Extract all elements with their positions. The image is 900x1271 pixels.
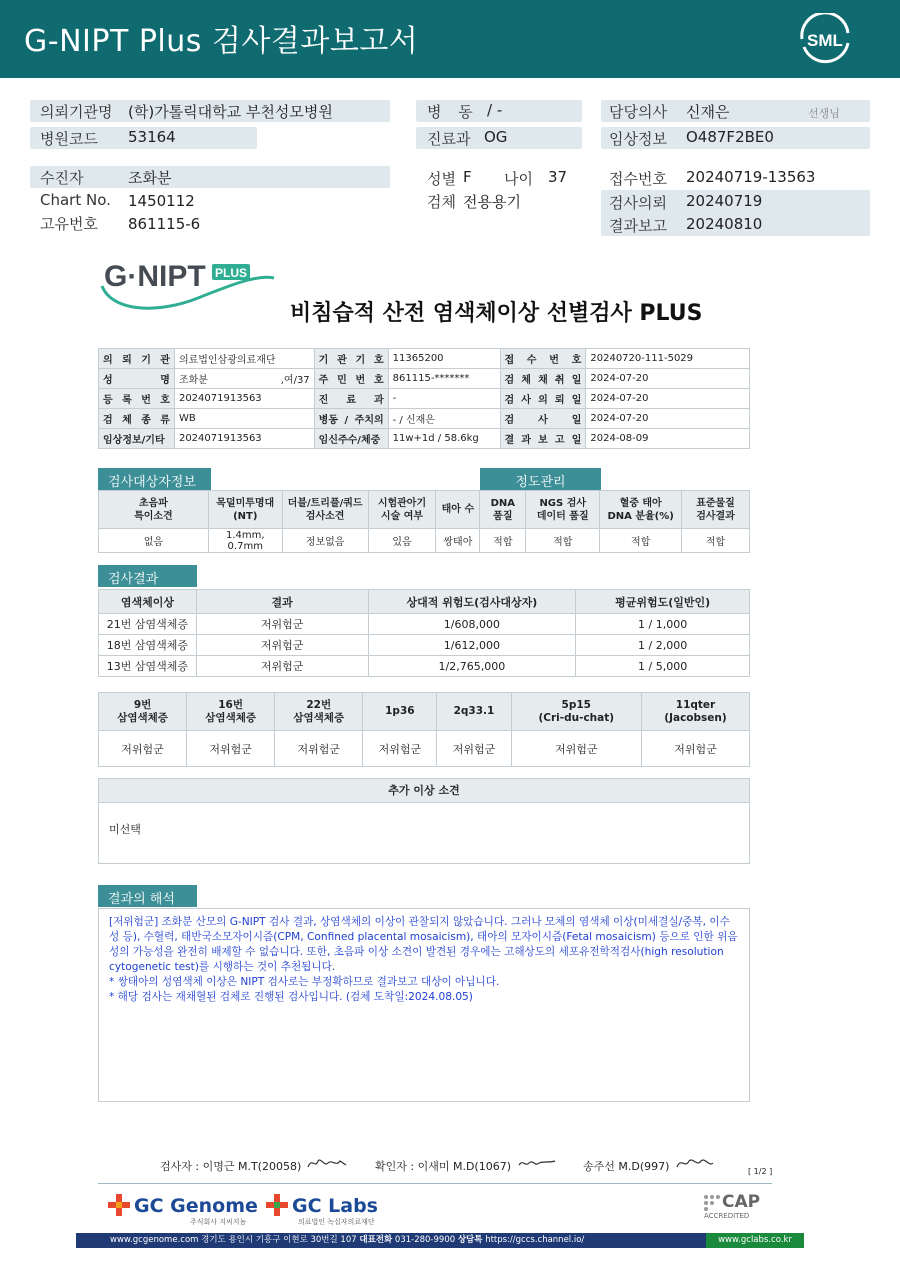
doctor-value: 신재은	[686, 103, 730, 121]
name-value: 조화분	[128, 169, 172, 187]
consult-label: 상담톡	[457, 1235, 483, 1245]
grid-header-cell	[208, 491, 282, 529]
results-cell: 저위험군	[196, 656, 368, 677]
grid-header-row	[99, 693, 750, 731]
info-key: 의 뢰 기 관	[99, 349, 175, 369]
grid-header-line: 데이터 품질	[536, 510, 589, 522]
age-value: 37	[548, 168, 568, 186]
results-header-cell: 염색체이상	[99, 590, 197, 614]
gcgenome-cross-icon	[108, 1194, 130, 1216]
grid-value-cell: 적합	[526, 529, 600, 553]
order-info-table	[98, 348, 750, 449]
cap-dots-icon	[702, 1193, 722, 1213]
grid-header-line: 특이소견	[134, 510, 173, 522]
grid-value-cell: 쌍태아	[436, 529, 480, 553]
info-row	[99, 349, 750, 369]
requester-value: (학)가톨릭대학교 부천성모병원	[128, 103, 333, 121]
footer-contact-bar	[76, 1233, 804, 1248]
results-cell: 저위험군	[196, 635, 368, 656]
info-key: 주 민 번 호	[314, 369, 388, 389]
grid-header-line: 22번	[306, 698, 332, 711]
info-key: 검 체 종 류	[99, 409, 175, 429]
grid-header-cell	[368, 491, 436, 529]
grid-value-cell: 없음	[99, 529, 209, 553]
grid-header-line: 2q33.1	[453, 705, 495, 717]
grid-header-line: 삼염색체증	[293, 711, 345, 724]
receipt-value: 20240719-13563	[686, 168, 816, 186]
grid-value-cell: 저위험군	[437, 731, 511, 767]
grid-header-line: 더블/트리플/쿼드	[287, 497, 363, 509]
gnipt-brand-text: G·NIPT	[104, 260, 206, 293]
results-tab: 검사결과	[98, 565, 197, 587]
grid-value-cell: 적합	[600, 529, 682, 553]
name-label: 수진자	[40, 169, 84, 187]
interpretation-line: [저위험군] 조화분 산모의 G-NIPT 검사 결과, 상염색체의 이상이 관찰되지 않았습니다. 그러나 모체의 염색체 이상(미세결실/중복, 이수성 등), 수혈력, 태반국소모자이시즘(CPM, Confined placental mosaicism), 태아의 모자이시즘(Fetal mosaicism) 등으로 인한 위음성의 가능성을 완전히 배제할 수 없습니다. 또한, 초음파 이상 소견이 발견된 경우에는 고해상도의 세포유전학적검사(high resolution cytogenetic test)를 시행하는 것이 추천됩니다.	[109, 916, 738, 973]
results-header-cell: 평균위험도(일반인)	[576, 590, 750, 614]
interpretation-text	[98, 908, 750, 1102]
grid-value-cell: 있음	[368, 529, 436, 553]
grid-value-cell: 저위험군	[275, 731, 363, 767]
results-table	[98, 589, 750, 677]
info-value: 2024-07-20	[586, 409, 750, 429]
grid-value-cell: 저위험군	[187, 731, 275, 767]
results-cell: 1 / 1,000	[576, 614, 750, 635]
grid-header-cell	[642, 693, 750, 731]
req-date-label: 검사의뢰	[609, 194, 667, 212]
grid-header-row	[99, 491, 750, 529]
grid-header-line: (Jacobsen)	[664, 711, 727, 724]
additional-findings-title: 추가 이상 소견	[99, 779, 749, 803]
info-key: 임신주수/체중	[314, 429, 388, 449]
name-pill	[30, 166, 390, 188]
grid-header-cell	[187, 693, 275, 731]
sex-value: F	[463, 168, 472, 186]
grid-header-line: 표준물질	[696, 497, 735, 509]
info-row	[99, 409, 750, 429]
grid-header-cell	[600, 491, 682, 529]
gcgenome-url-link[interactable]: www.gcgenome.com	[110, 1235, 199, 1245]
results-cell: 1 / 2,000	[576, 635, 750, 656]
info-key: 진 료 과	[314, 389, 388, 409]
grid-header-line: 검사결과	[696, 510, 735, 522]
third-signature-icon	[675, 1155, 715, 1171]
gnipt-plus-logo-icon	[98, 252, 278, 316]
grid-header-cell	[363, 693, 437, 731]
info-value: 11365200	[388, 349, 500, 369]
interpretation-line: * 해당 검사는 재채혈된 검체로 진행된 검사입니다. (검체 도착일:2024.08.05)	[109, 991, 473, 1003]
gcgenome-sub-text: 주식회사 지씨지놈	[190, 1218, 247, 1226]
grid-value-row	[99, 731, 750, 767]
chart-value: 1450112	[128, 192, 195, 210]
info-key: 병동 / 주치의	[314, 409, 388, 429]
tester-signature-icon	[306, 1155, 350, 1171]
info-key: 성 명	[99, 369, 175, 389]
requester-label: 의뢰기관명	[40, 103, 113, 121]
plus-results-table	[98, 692, 750, 767]
age-label: 나이	[504, 170, 533, 188]
grid-header-line: DNA 분율(%)	[607, 510, 674, 522]
interpretation-tab: 결과의 해석	[98, 885, 197, 907]
grid-value-cell: 적합	[480, 529, 526, 553]
grid-header-cell	[511, 693, 641, 731]
gclabs-sub-text: 의료법인 녹십자의료재단	[298, 1218, 375, 1226]
grid-value-cell: 저위험군	[642, 731, 750, 767]
results-cell: 21번 삼염색체증	[99, 614, 197, 635]
sex-label: 성별	[427, 170, 456, 188]
grid-header-line: 목덜미투명대	[216, 497, 275, 509]
additional-findings-value: 미선택	[109, 823, 141, 836]
grid-header-cell	[526, 491, 600, 529]
gclabs-cross-icon	[266, 1194, 288, 1216]
id-label: 고유번호	[40, 215, 98, 233]
grid-value-row	[99, 529, 750, 553]
clinical-label: 임상정보	[609, 130, 667, 148]
consult-link[interactable]: https://gccs.channel.io/	[485, 1235, 585, 1245]
grid-value-cell: 적합	[682, 529, 750, 553]
info-row	[99, 389, 750, 409]
info-value: WB	[174, 409, 314, 429]
info-value: 861115-*******	[388, 369, 500, 389]
info-value	[174, 369, 314, 389]
info-key: 기 관 기 호	[314, 349, 388, 369]
doctor-label: 담당의사	[609, 103, 667, 121]
grid-header-cell	[275, 693, 363, 731]
grid-header-line: 5p15	[561, 698, 591, 711]
info-value: 20240720-111-5029	[586, 349, 750, 369]
req-date-value: 20240719	[686, 192, 763, 210]
results-cell: 1/2,765,000	[368, 656, 576, 677]
grid-header-line: 11qter	[675, 698, 716, 711]
grid-header-cell	[682, 491, 750, 529]
clinical-value: O487F2BE0	[686, 128, 774, 146]
grid-header-line: 9번	[133, 698, 152, 711]
ward-value: / -	[487, 101, 503, 119]
info-key: 임상정보/기타	[99, 429, 175, 449]
results-header-cell: 상대적 위험도(검사대상자)	[368, 590, 576, 614]
dept-value: OG	[484, 128, 508, 146]
phone-label: 대표전화	[359, 1235, 393, 1245]
info-value: 2024-07-20	[586, 369, 750, 389]
results-cell: 18번 삼염색체증	[99, 635, 197, 656]
results-cell: 저위험군	[196, 614, 368, 635]
gclabs-logo-text: GC Labs	[292, 1195, 378, 1217]
subject-info-tab: 검사대상자정보	[98, 468, 211, 490]
subject-qc-table	[98, 490, 750, 553]
additional-findings-box	[98, 778, 750, 864]
id-value: 861115-6	[128, 215, 201, 233]
results-cell: 1/608,000	[368, 614, 576, 635]
report-date-value: 20240810	[686, 215, 763, 233]
sml-logo-icon	[796, 13, 854, 65]
info-key: 검 사 일	[500, 409, 586, 429]
grid-header-line: 시술 여부	[380, 510, 424, 522]
ward-label: 병 동	[427, 103, 479, 121]
sml-logo-text: SML	[807, 31, 843, 50]
grid-header-line: 태아 수	[441, 504, 475, 515]
confirmer-signature-label: 확인자 : 이새미 M.D(1067)	[375, 1160, 511, 1173]
info-value: 11w+1d / 58.6kg	[388, 429, 500, 449]
page-number: [ 1/2 ]	[748, 1167, 773, 1176]
info-value: 2024-07-20	[586, 389, 750, 409]
hosp-code-value: 53164	[128, 128, 176, 146]
report-header	[0, 0, 900, 78]
info-row	[99, 429, 750, 449]
doctor-suffix: 선생님	[808, 107, 840, 120]
address-text: 경기도 용인시 기흥구 이현로 30번길 107	[201, 1235, 357, 1245]
info-row	[99, 369, 750, 389]
confirmer-signature-icon	[517, 1155, 557, 1171]
results-cell: 1 / 5,000	[576, 656, 750, 677]
specimen-label: 검체	[427, 193, 456, 211]
third-signature-label: 송주선 M.D(997)	[583, 1160, 670, 1173]
grid-header-line: (NT)	[233, 510, 258, 522]
footer-divider	[98, 1183, 772, 1184]
info-value: -	[388, 389, 500, 409]
receipt-label: 접수번호	[609, 170, 667, 188]
info-key: 등 록 번 호	[99, 389, 175, 409]
grid-header-cell	[282, 491, 368, 529]
table-row	[99, 614, 750, 635]
grid-header-line: 삼염색체증	[117, 711, 168, 724]
table-row	[99, 635, 750, 656]
cap-logo-text: CAP	[722, 1192, 761, 1212]
grid-header-line: NGS 검사	[539, 497, 587, 509]
grid-header-line: 초음파	[138, 497, 168, 509]
results-cell: 1/612,000	[368, 635, 576, 656]
dept-label: 진료과	[427, 130, 471, 148]
report-date-label: 결과보고	[609, 217, 667, 235]
document-title: 비침습적 산전 염색체이상 선별검사 PLUS	[290, 301, 703, 326]
info-value: 2024071913563	[174, 389, 314, 409]
grid-header-line: (Cri-du-chat)	[538, 711, 615, 724]
info-key: 결 과 보 고 일	[500, 429, 586, 449]
gcgenome-logo-text: GC Genome	[134, 1195, 258, 1217]
grid-header-line: 품질	[493, 510, 513, 522]
hosp-code-label: 병원코드	[40, 130, 98, 148]
info-value-main: 조화분	[178, 375, 208, 386]
phone-value: 031-280-9900	[394, 1235, 456, 1245]
grid-value-cell: 저위험군	[511, 731, 641, 767]
grid-value-cell: 저위험군	[363, 731, 437, 767]
grid-header-line: 혈중 태아	[619, 497, 662, 509]
cap-accredited-text: ACCREDITED	[704, 1212, 750, 1220]
interpretation-line: * 쌍태아의 성염색체 이상은 NIPT 검사로는 부정확하므로 결과보고 대상이 아닙니다.	[109, 976, 500, 988]
grid-value-cell: 저위험군	[99, 731, 187, 767]
grid-value-cell: 정보없음	[282, 529, 368, 553]
info-key: 검 사 의 뢰 일	[500, 389, 586, 409]
info-value-extra: ,여/37	[280, 375, 310, 386]
info-value: - / 신재은	[388, 409, 500, 429]
info-value: 2024071913563	[174, 429, 314, 449]
grid-header-cell	[437, 693, 511, 731]
results-header-cell: 결과	[196, 590, 368, 614]
results-header-row	[99, 590, 750, 614]
info-key: 접 수 번 호	[500, 349, 586, 369]
grid-header-cell	[99, 693, 187, 731]
grid-header-line: 삼염색체증	[205, 711, 256, 724]
info-key: 검 체 채 취 일	[500, 369, 586, 389]
specimen-value: 전용용기	[463, 193, 521, 211]
tester-signature-label: 검사자 : 이명근 M.T(20058)	[160, 1160, 302, 1173]
grid-header-line: 16번	[218, 698, 244, 711]
grid-header-cell	[436, 491, 480, 529]
results-cell: 13번 삼염색체증	[99, 656, 197, 677]
report-title: G-NIPT Plus 검사결과보고서	[24, 24, 419, 59]
plus-badge-text: PLUS	[214, 266, 248, 280]
grid-value-cell: 1.4mm, 0.7mm	[208, 529, 282, 553]
info-value: 의료법인삼광의료재단	[174, 349, 314, 369]
qc-tab: 정도관리	[480, 468, 601, 490]
chart-label: Chart No.	[40, 191, 111, 209]
gclabs-url-link[interactable]: www.gclabs.co.kr	[706, 1233, 804, 1248]
grid-header-line: 시험관아기	[377, 497, 427, 509]
grid-header-cell	[480, 491, 526, 529]
grid-header-cell	[99, 491, 209, 529]
table-row	[99, 656, 750, 677]
grid-header-line: DNA	[490, 497, 516, 509]
grid-header-line: 1p36	[385, 705, 415, 717]
info-value: 2024-08-09	[586, 429, 750, 449]
grid-header-line: 검사소견	[305, 510, 345, 522]
